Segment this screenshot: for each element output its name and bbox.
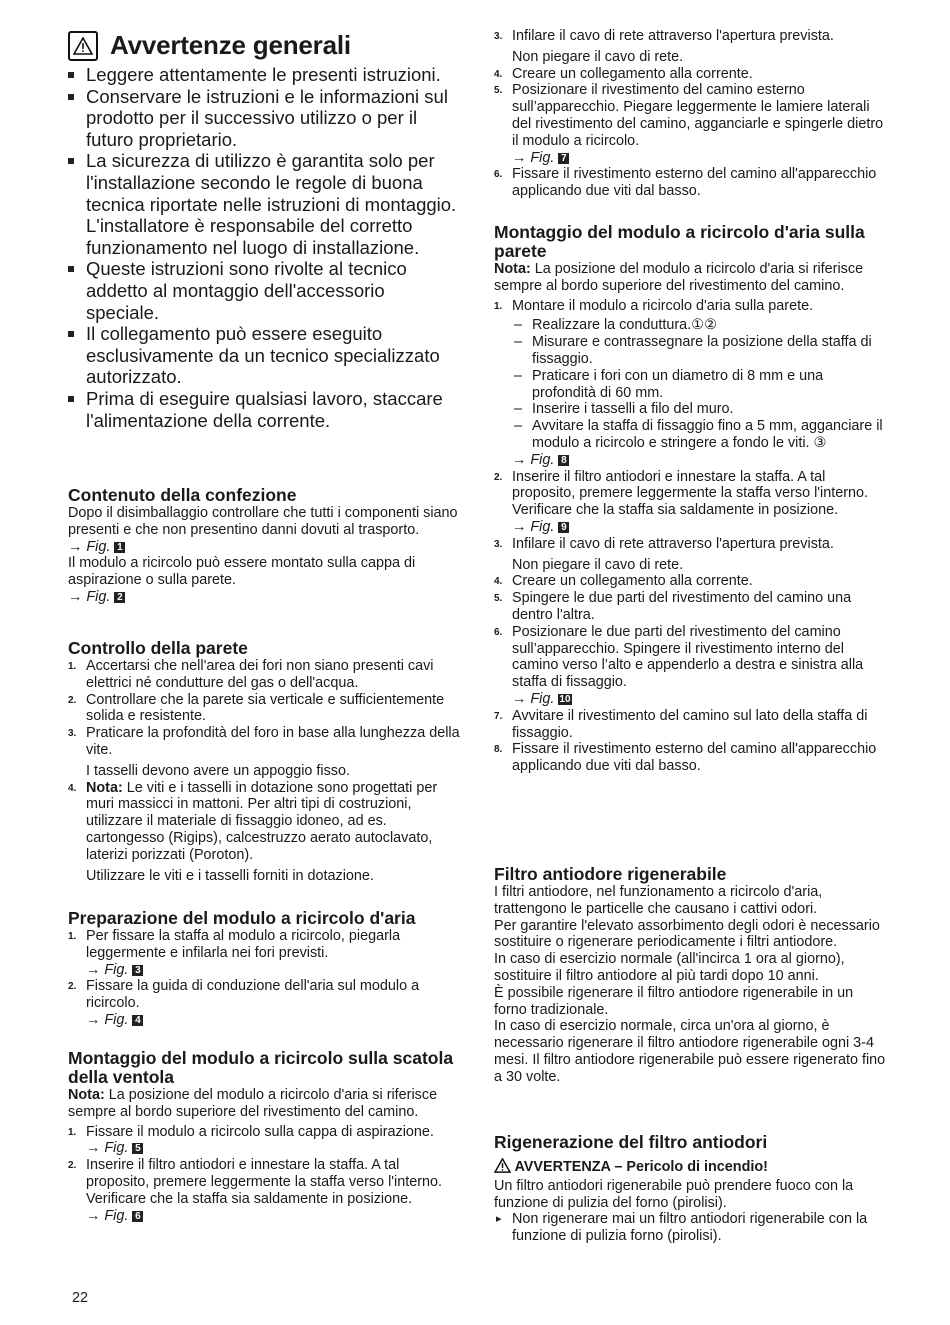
paragraph: I filtri antiodore, nel funzionamento a ricircolo d'aria, trattengono le particelle che causano i cattivi odori. — [494, 884, 823, 917]
figure-reference: → Fig. 9 — [512, 519, 886, 536]
list-item: – Avvitare la staffa di fissaggio fino a 5 mm, agganciare il modulo a ricircolo e stringere a fondo le viti. ③ — [512, 418, 886, 452]
steps-list — [68, 1124, 460, 1225]
figure-reference: → Fig. 7 — [512, 150, 886, 167]
list-item: 5. Spingere le due parti del rivestimento del camino una dentro l'altra. — [494, 590, 852, 623]
list-item: 1. Montare il modulo a ricircolo d'aria sulla parete. – Realizzare la conduttura.①② – Misurare e contrassegnare la posizione della staffa di fissaggio. – Praticare i fori con un diametro di 8 mm e una profondità di 60 mm. – Inserire i tasselli a filo del muro. – Avvitare la staffa di fissaggio fino a 5 mm, agganciare il modulo a ricircolo e stringere a fondo le viti. ③ → Fig. 8 — [494, 298, 886, 469]
paragraph: Un filtro antiodori rigenerabile può prendere fuoco con la funzione di pulizia del forno (pirolisi). — [494, 1177, 854, 1211]
section-controllo — [68, 639, 460, 884]
list-item: 3. Praticare la profondità del foro in base alla lunghezza della vite. I tasselli devono avere un appoggio fisso. — [68, 725, 460, 779]
paragraph: In caso di esercizio normale (all'incirca 1 ora al giorno), sostituire il filtro antiodore al più tardi dopo 10 anni. — [494, 951, 845, 984]
list-item: 6. Fissare il rivestimento esterno del camino all'apparecchio applicando due viti dal basso. — [494, 166, 877, 200]
fire-warning: AVVERTENZA – Pericolo di incendio! — [494, 1158, 886, 1178]
section-heading: Montaggio del modulo a ricircolo sulla scatola della ventola — [68, 1048, 454, 1087]
figure-reference: → Fig. 4 — [86, 1012, 460, 1029]
list-item: – Realizzare la conduttura.①② — [512, 317, 886, 334]
page-title: Avvertenze generali — [110, 30, 351, 60]
list-item: 2. Fissare la guida di conduzione dell'aria sul modulo a ricircolo. → Fig. 4 — [68, 978, 460, 1028]
note: Nota: La posizione del modulo a ricircolo d'aria si riferisce sempre al bordo superiore del rivestimento del camino. — [68, 1087, 438, 1120]
list-item: Leggere attentamente le presenti istruzioni. — [68, 64, 460, 86]
figure-reference: → Fig. 8 — [512, 452, 886, 469]
paragraph: È possibile rigenerare il filtro antiodore rigenerabile in un forno tradizionale. — [494, 984, 854, 1018]
list-item: Queste istruzioni sono rivolte al tecnico addetto al montaggio dell'accessorio speciale. — [68, 258, 460, 323]
list-item: 3. Infilare il cavo di rete attraverso l'apertura prevista. Non piegare il cavo di rete. — [494, 535, 834, 573]
paragraph: Il modulo a ricircolo può essere montato sulla cappa di aspirazione o sulla parete. — [68, 555, 416, 589]
list-item: 4. Creare un collegamento alla corrente. — [494, 573, 753, 590]
list-item: 2. Inserire il filtro antiodori e innestare la staffa. A tal proposito, premere leggermente la staffa verso l'interno. Verificare che la staffa sia saldamente in posizione. → Fig. 6 — [68, 1157, 460, 1224]
figure-reference: → Fig. 3 — [86, 962, 460, 979]
list-item: 1. Fissare il modulo a ricircolo sulla cappa di aspirazione. → Fig. 5 — [68, 1124, 460, 1158]
note: Nota: La posizione del modulo a ricircolo d'aria si riferisce sempre al bordo superiore del rivestimento del camino. — [494, 261, 864, 294]
list-item: Conservare le istruzioni e le informazioni sul prodotto per il successivo utilizzo o per il futuro proprietario. — [68, 86, 460, 151]
list-item: – Praticare i fori con un diametro di 8 mm e una profondità di 60 mm. — [512, 368, 886, 402]
list-item: Il collegamento può essere eseguito esclusivamente da un tecnico specializzato autorizzato. — [68, 323, 460, 388]
list-item: 4. Nota: Le viti e i tasselli in dotazione sono progettati per muri massicci in mattoni. Per altri tipi di costruzioni, utilizzare il materiale di fissaggio idoneo, ad es. cartongesso (Rigips), calcestruzzo aerato autoclavato, laterizi porizzati (Poroton). Utilizzare le viti e i tasselli forniti in dotazione. — [68, 779, 438, 884]
section-heading: Rigenerazione del filtro antiodori — [494, 1132, 768, 1152]
list-item: 5. Posizionare il rivestimento del camino esterno sull’apparecchio. Piegare leggermente le lamiere laterali del rivestimento del camino, agganciarle e spingerle dietro il modulo a ricircolo. → Fig. 7 — [494, 82, 886, 166]
page-number: 22 — [72, 1290, 89, 1306]
figure-reference: → Fig. 1 — [68, 539, 460, 556]
figure-reference: → Fig. 2 — [68, 589, 460, 606]
list-item: – Misurare e contrassegnare la posizione della staffa di fissaggio. — [512, 334, 886, 368]
paragraph: Per garantire l'elevato assorbimento degli odori è necessario sostituire o rigenerare periodicamente i filtri antiodore. — [494, 917, 880, 951]
section-heading: Montaggio del modulo a ricircolo d'aria sulla parete — [494, 222, 865, 261]
steps-list — [68, 928, 460, 1029]
steps-list — [494, 298, 886, 775]
paragraph: In caso di esercizio normale, circa un'ora al giorno, è necessario rigenerare il filtro antiodore rigenerabile ogni 3-4 mesi. Il filtro antiodore rigenerabile può essere rigenerato fino a 30 volte. — [494, 1018, 886, 1085]
warnings-list — [68, 64, 460, 431]
list-item: – Inserire i tasselli a filo del muro. — [512, 401, 886, 418]
section-preparazione — [68, 909, 460, 1029]
substeps-list — [512, 317, 886, 451]
list-item: 1. Accertarsi che nell'area dei fori non siano presenti cavi elettrici né condutture del gas o dell'acqua. — [68, 658, 434, 691]
list-item: 2. Controllare che la parete sia verticale e sufficientemente solida e resistente. — [68, 691, 445, 725]
figure-reference: → Fig. 10 — [512, 690, 571, 707]
section-heading: Filtro antiodore rigenerabile — [494, 864, 727, 884]
steps-list — [494, 28, 886, 200]
section-heading: Contenuto della confezione — [68, 485, 297, 505]
section-filtro — [494, 865, 886, 1086]
section-contenuto — [68, 486, 460, 606]
general-warnings-header — [68, 30, 351, 61]
section-parete — [494, 223, 886, 775]
list-item: 2. Inserire il filtro antiodori e innestare la staffa. A tal proposito, premere leggermente la staffa verso l'interno. Verificare che la staffa sia saldamente in posizione. → Fig. 9 — [494, 469, 886, 536]
figure-reference: → Fig. 5 — [86, 1140, 460, 1157]
list-item: 1. Per fissare la staffa al modulo a ricircolo, piegarla leggermente e infilarla nei fori previsti. → Fig. 3 — [68, 928, 460, 978]
list-item: La sicurezza di utilizzo è garantita solo per l'installazione secondo le regole di buona tecnica riportate nelle istruzioni di montaggio. L'installatore è responsabile del corretto funzionamento nel luogo di installazione. — [68, 150, 460, 258]
section-rigenerazione — [494, 1133, 886, 1245]
list-item: 8. Fissare il rivestimento esterno del camino all'apparecchio applicando due viti dal basso. — [494, 741, 877, 775]
section-heading: Controllo della parete — [68, 638, 248, 658]
warning-icon — [68, 31, 98, 61]
list-item: 6. Posizionare le due parti del rivestimento del camino sull’apparecchio. Spingere il rivestimento interno del camino verso l’alto e appenderlo a destra e sinistra alla staffa di fissaggio. → Fig. 10 — [494, 624, 886, 708]
paragraph: Dopo il disimballaggio controllare che tutti i componenti siano presenti e che non presentino danni dovuti al trasporto. — [68, 505, 458, 538]
section-heading: Preparazione del modulo a ricircolo d'aria — [68, 908, 416, 928]
list-item: 3. Infilare il cavo di rete attraverso l'apertura prevista. Non piegare il cavo di rete. — [494, 28, 834, 65]
steps-list — [68, 658, 460, 884]
section-scatola — [68, 1049, 460, 1224]
list-item: Prima di eseguire qualsiasi lavoro, staccare l'alimentazione della corrente. — [68, 388, 460, 431]
list-item: 7. Avvitare il rivestimento del camino sul lato della staffa di fissaggio. — [494, 707, 868, 741]
instruction-bullet: ▸ Non rigenerare mai un filtro antiodori rigenerabile con la funzione di pulizia forno (pirolisi). — [494, 1211, 886, 1245]
figure-reference: → Fig. 6 — [86, 1208, 460, 1225]
warning-icon — [494, 1158, 511, 1178]
list-item: 4. Creare un collegamento alla corrente. — [494, 65, 753, 82]
